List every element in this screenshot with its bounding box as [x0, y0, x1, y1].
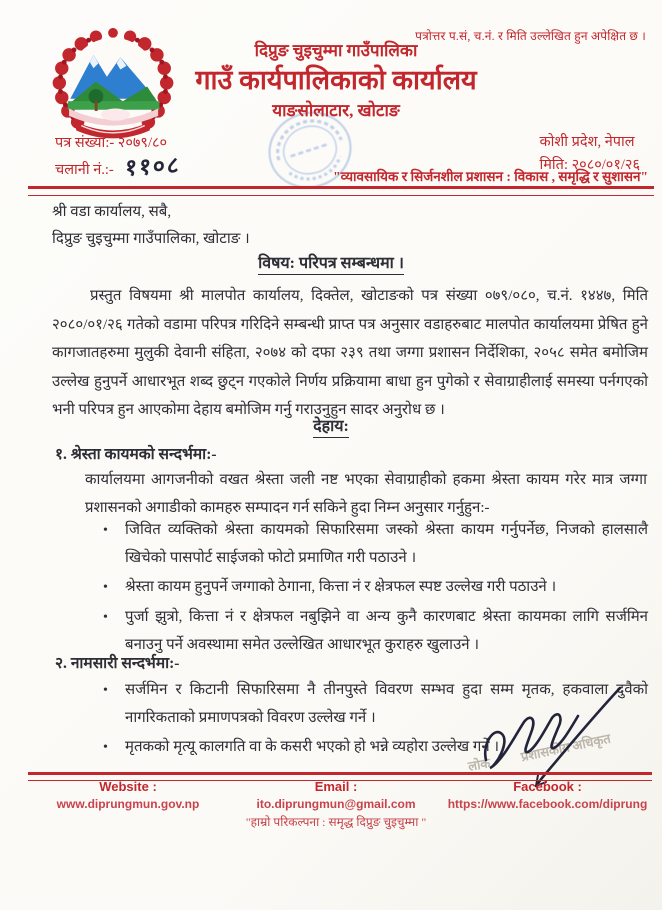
dispatch-number-handwritten: ११०८ [124, 152, 182, 182]
recipient-block [52, 199, 250, 253]
recipient-line-1: श्री वडा कार्यालय, सबै, [52, 204, 172, 220]
letterhead-top-note: पत्रोत्तर प.सं, च.नं. र मिति उल्लेखित हुन अपेक्षित छ । [415, 29, 646, 43]
footer-website-block [28, 779, 228, 811]
subject-line: विषय: परिपत्र सम्बन्धमा । [258, 251, 404, 275]
footer-tagline: "हाम्रो परिकल्पना : समृद्ध दिप्रुङ चुइचुम्मा " [245, 815, 427, 829]
bullet-icon [103, 516, 125, 572]
office-address: याङसोलाटार, खोटाङ [272, 101, 400, 120]
letterhead-slogan: "व्यावसायिक र सिर्जनशील प्रशासन : विकास , समृद्धि र सुशासन" [333, 169, 648, 184]
letter-number-label: पत्र संख्या:- [55, 135, 115, 151]
section-1-heading [55, 442, 217, 464]
date-value: २०८०/०१/२६ [571, 157, 640, 173]
facebook-label: Facebook : [513, 779, 582, 794]
letter-number-line [55, 131, 181, 155]
section-1-bullet-list [103, 516, 648, 660]
body-paragraph: प्रस्तुत विषयमा श्री मालपोत कार्यालय, दिक्तेल, खोटाङको पत्र संख्या ०७९/०८०, च.नं. १४४७, मिति २०८०/०१/२६ गतेको वडामा परिपत्र गरिदिने सम्बन्धी प्राप्त पत्र अनुसार वडाहरुबाट मालपोत कार्यालयमा प्रेषित हुने कागजातहरुमा मुलुकी देवानी संहिता, २०७४ को दफा २३९ तथा जग्गा प्रशासन निर्देशिका, २०५८ समेत बमोजिम उल्लेख हुनुपर्ने आधारभूत शब्द छुट्न गएकोले निर्णय प्रक्रियामा बाधा हुन पुगेको र सेवाग्राहीलाई समस्या पर्नगएको भनी परिपत्र हुन आएकोमा देहाय बमोजिम गर्नु गराउनुहुन सादर अनुरोध छ । [52, 288, 648, 418]
signature-stamp-fragment: प्रशासकीय अधिकृत [519, 730, 612, 765]
email-label: Email : [314, 779, 358, 794]
date-label: मिति: [539, 157, 568, 173]
recipient-line-2: दिप्रुङ चुइचुम्मा गाउँपालिका, खोटाङ । [52, 231, 250, 247]
section-2-title: नामसारी सन्दर्भमा:- [70, 655, 180, 672]
signature-stamp-fragment: लोक [466, 755, 492, 774]
section-1-title: श्रेस्ता कायमको सन्दर्भमा:- [70, 446, 217, 463]
letter-number-value: २०७९/८० [117, 135, 168, 151]
office-name: गाउँ कार्यपालिकाको कार्यालय [195, 65, 477, 96]
email-address: ito.diprungmun@gmail.com [256, 797, 416, 811]
dispatch-number-line [55, 152, 182, 182]
facebook-url: https://www.facebook.com/diprung [447, 797, 648, 811]
section-2-heading [55, 651, 179, 673]
dehaya-heading: देहाय: [313, 414, 349, 438]
bullet-icon [103, 573, 125, 602]
section-1-intro: कार्यालयमा आगजनीको वखत श्रेस्ता जली नष्ट भएका सेवाग्राहीको हकमा श्रेस्ता कायम गरेर मात्र जग्गा प्रशासनको अगाडीको कामहरु सम्पादन गर्न सकिने हुदा निम्न अनुसार गर्नुहुन:- [85, 472, 647, 516]
list-item: • पुर्जा झुत्रो, कित्ता नं र क्षेत्रफल नबुझिने वा अन्य कुनै कारणबाट श्रेस्ता कायमका लागि सर्जमिन बनाउनु पर्ने अवस्थामा समेत उल्लेखित आधारभूत कुराहरु खुलाउने । [103, 603, 648, 659]
section-1-number: १. [55, 446, 67, 463]
province-line: कोशी प्रदेश, नेपाल [539, 134, 635, 150]
municipality-name: दिप्रुङ चुइचुम्मा गाउँपालिका [254, 41, 418, 60]
list-item: • मृतकको मृत्यू कालगति वा के कसरी भएको हो भन्ने व्यहोरा उल्लेख गर्ने । [103, 733, 648, 762]
list-item: • जिवित व्यक्तिको श्रेस्ता कायमको सिफारिसमा जस्को श्रेस्ता कायम गर्नुपर्नेछ, निजको हालसालै खिचेको पासपोर्ट साईजको फोटो प्रमाणित गरी पठाउने । [103, 516, 648, 572]
bullet-icon [103, 733, 125, 762]
list-item: • सर्जमिन र किटानी सिफारिसमा नै तीनपुस्ते विवरण सम्भव हुदा सम्म मृतक, हकवाला दुवैको नागरिकताको प्रमाणपत्रको विवरण उल्लेख गर्ने । [103, 676, 648, 732]
section-2-number: २. [55, 655, 67, 672]
list-item: • श्रेस्ता कायम हुनुपर्ने जग्गाको ठेगाना, कित्ता नं र क्षेत्रफल स्पष्ट उल्लेख गरी पठाउने । [103, 573, 648, 602]
footer-facebook-block [440, 779, 655, 811]
website-label: Website : [99, 779, 157, 794]
dispatch-number-label: चलानी नं.:- [55, 162, 114, 178]
website-url: www.diprungmun.gov.np [56, 797, 200, 811]
bullet-icon [103, 676, 125, 732]
footer-email-block [236, 779, 436, 811]
header-separator-line [28, 186, 654, 196]
